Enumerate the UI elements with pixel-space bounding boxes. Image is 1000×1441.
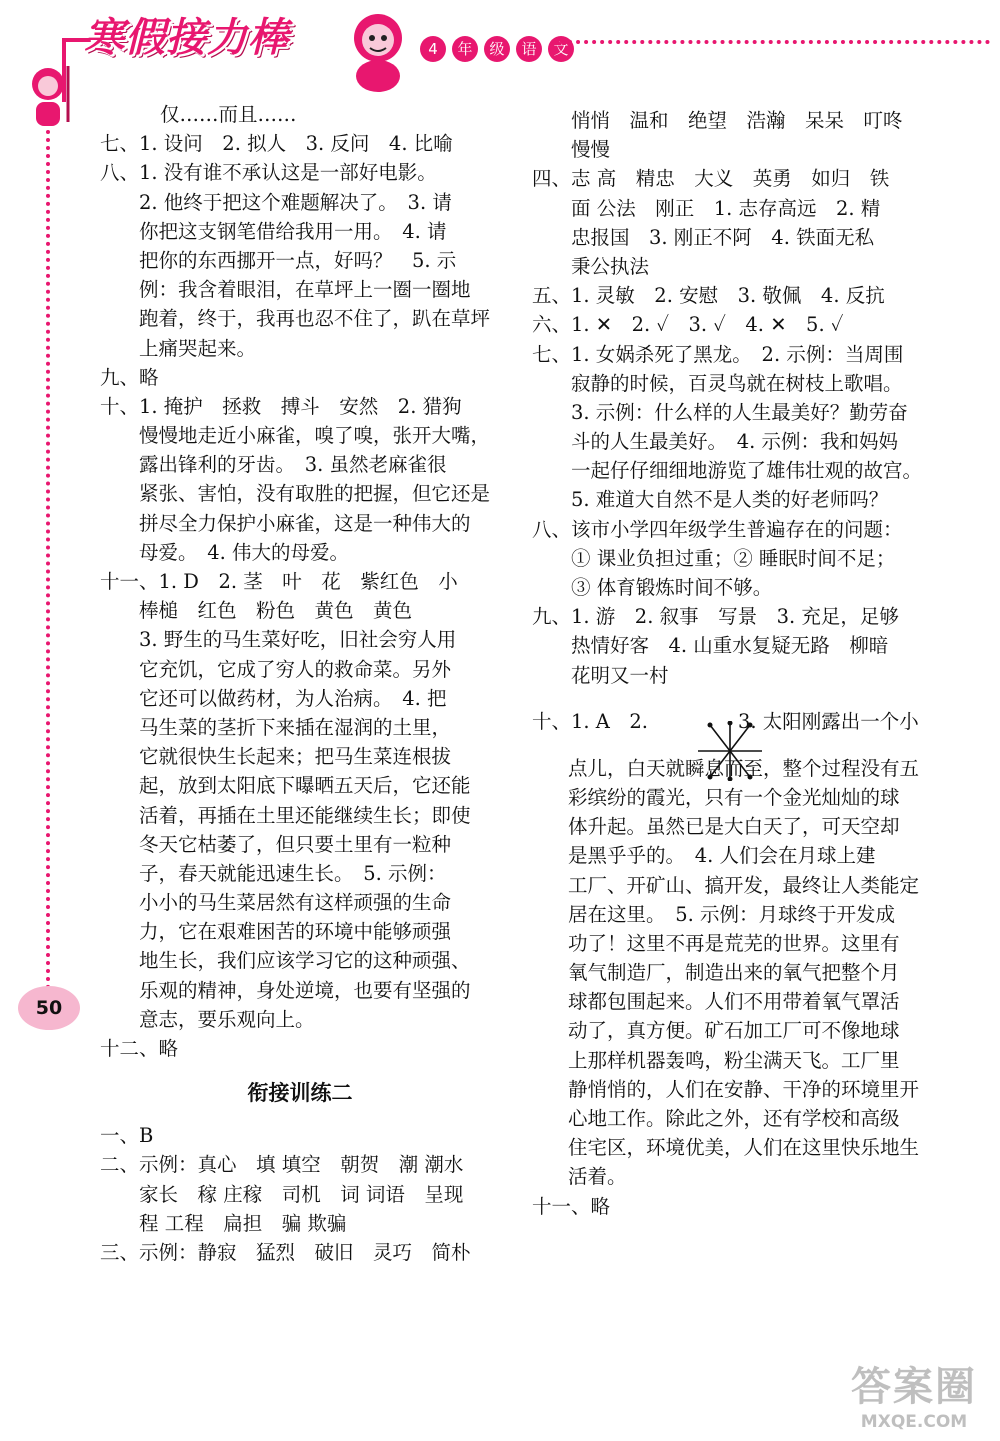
answer-line: ③ 体育锻炼时间不够。: [532, 576, 773, 599]
answer-line: 四、志 高 精忠 大义 英勇 如归 铁: [532, 167, 890, 191]
answer-line: 住宅区，环境优美，人们在这里快乐地生: [568, 1136, 920, 1160]
answer-line: 拼尽全力保护小麻雀，这是一种伟大的: [100, 511, 471, 535]
grade-subject-badges: [420, 36, 574, 62]
left-column: [100, 100, 500, 1267]
watermark-logo: 答案圈: [851, 1364, 977, 1410]
answer-line: 九、略: [100, 365, 159, 389]
answer-line: 体升起。虽然已是大白天了，可天空却: [568, 815, 900, 839]
answer-line: 马生菜的茎折下来插在湿润的土里，: [100, 715, 452, 739]
grade-badge: 年: [452, 36, 478, 62]
answer-line: 工厂、开矿山、搞开发，最终让人类能定: [568, 873, 920, 897]
answer-line: 氧气制造厂，制造出来的氧气把整个月: [568, 961, 900, 985]
book-logo: 寒假接力棒: [84, 15, 289, 61]
answer-line: 2. 他终于把这个难题解决了。 3. 请: [100, 190, 452, 214]
answer-line: 寂静的时候，百灵鸟就在树枝上歌唱。: [532, 371, 903, 395]
answer-line: 五、1. 灵敏 2. 安慰 3. 敬佩 4. 反抗: [532, 284, 885, 308]
answer-line: 一、B: [100, 1124, 154, 1148]
answer-line: 意志，要乐观向上。: [100, 1007, 315, 1031]
answer-line: 露出锋利的牙齿。 3. 虽然老麻雀很: [100, 453, 447, 477]
answer-line: 功了！这里不再是荒芜的世界。这里有: [568, 931, 900, 955]
answer-line: 是黑乎乎的。 4. 人们会在月球上建: [568, 844, 876, 868]
answer-line: 三、示例：静寂 猛烈 破旧 灵巧 简朴: [100, 1240, 471, 1264]
answer-line: 八、该市小学四年级学生普遍存在的问题：: [532, 517, 903, 541]
answer-line: 把你的东西挪开一点，好吗？ 5. 示: [100, 248, 457, 272]
watermark-url: MXQE.COM: [860, 1412, 968, 1432]
answer-line: 点儿，白天就瞬息而至，整个过程没有五: [568, 756, 920, 780]
answer-line: 3. 示例：什么样的人生最美好？勤劳奋: [532, 400, 908, 424]
answer-line: 慢慢: [532, 138, 611, 162]
answer-line: 它充饥，它成了穷人的救命菜。另外: [100, 657, 452, 681]
answer-line: 慢慢地走近小麻雀，嗅了嗅，张开大嘴，: [100, 424, 491, 448]
answer-line: 十、1. 掩护 拯救 搏斗 安然 2. 猎狗: [100, 394, 462, 418]
answer-line: 静悄悄的，人们在安静、干净的环境里开: [568, 1077, 920, 1101]
page-header: [0, 0, 1000, 100]
watermark: [834, 1355, 994, 1435]
answer-line: 仅……而且……: [160, 103, 297, 126]
section-title: 衔接训练二: [247, 1081, 353, 1106]
answer-line: 二、示例：真心 填 填空 朝贺 潮 潮水: [100, 1153, 464, 1177]
answer-line: 悄悄 温和 绝望 浩瀚 呆呆 叮咚: [532, 109, 903, 132]
answer-line: 程 工程 扁担 骗 欺骗: [100, 1211, 347, 1235]
answer-line: 忠报国 3. 刚正不阿 4. 铁面无私: [532, 225, 875, 249]
grade-badge: 4: [420, 36, 446, 62]
answer-line: 花明又一村: [532, 663, 669, 687]
runner-mascot-icon: [18, 62, 80, 134]
side-dotted-line: [46, 130, 50, 990]
answer-line: 八、1. 没有谁不承认这是一部好电影。: [100, 161, 437, 185]
answer-line: 棒槌 红色 粉色 黄色 黄色: [100, 599, 413, 623]
answer-line: 上痛哭起来。: [100, 336, 257, 360]
header-dotted-line: [560, 40, 990, 44]
answer-line: 七、1. 设问 2. 拟人 3. 反问 4. 比喻: [100, 132, 453, 156]
answer-line: 面 公法 刚正 1. 志存高远 2. 精: [532, 196, 881, 220]
page-number: 50: [18, 986, 80, 1030]
answer-line: 十二、略: [100, 1037, 179, 1060]
q10-line: [532, 690, 932, 754]
answer-line: 活着。: [568, 1165, 627, 1189]
answer-line: 居在这里。 5. 示例：月球终于开发成: [568, 902, 896, 926]
answer-line: 它就很快生长起来；把马生菜连根拔: [100, 745, 452, 769]
answer-line: 十一、1. D 2. 茎 叶 花 紫红色 小: [100, 570, 458, 593]
answer-line: 5. 难道大自然不是人类的好老师吗？: [532, 488, 889, 512]
grade-badge: 文: [548, 36, 574, 62]
answer-line: 动了，真方便。矿石加工厂可不像地球: [568, 1019, 900, 1043]
grade-badge: 语: [516, 36, 542, 62]
answer-line: 子，春天就能迅速生长。 5. 示例：: [100, 861, 447, 885]
answer-line: 九、1. 游 2. 叙事 写景 3. 充足，足够: [532, 605, 899, 629]
answer-line: 热情好客 4. 山重水复疑无路 柳暗: [532, 634, 889, 658]
answer-line: 小小的马生菜居然有这样顽强的生命: [100, 891, 452, 915]
answer-line: 秉公执法: [532, 254, 650, 278]
answer-line: 例：我含着眼泪，在草坪上一圈一圈地: [100, 278, 471, 302]
answer-line: 斗的人生最美好。 4. 示例：我和妈妈: [532, 430, 899, 454]
answer-line: 心地工作。除此之外，还有学校和高级: [568, 1107, 900, 1130]
answer-line: 紧张、害怕，没有取胜的把握，但它还是: [100, 482, 491, 506]
answer-line: 3. 野生的马生菜好吃，旧社会穷人用: [100, 628, 457, 652]
answer-line: 乐观的精神，身处逆境，也要有坚强的: [100, 978, 471, 1002]
answer-line: 力，它在艰难困苦的环境中能够顽强: [100, 920, 452, 944]
answer-line: 母爱。 4. 伟大的母爱。: [100, 540, 350, 564]
answer-line: 球都包围起来。人们不用带着氧气罩活: [568, 990, 900, 1014]
answer-line: 你把这支钢笔借给我用一用。 4. 请: [100, 219, 447, 243]
answer-line: 上那样机器轰鸣，粉尘满天飞。工厂里: [568, 1048, 900, 1072]
answer-line: 地生长，我们应该学习它的这种顽强、: [100, 949, 471, 973]
answer-line: 冬天它枯萎了，但只要土里有一粒种: [100, 832, 452, 856]
q10-prefix: 十、1. A 2.: [532, 710, 648, 734]
mascot-illustration: [338, 4, 418, 94]
answer-line: 跑着，终于，我再也忍不住了，趴在草坪: [100, 307, 491, 331]
answer-line: 起，放到太阳底下曝晒五天后，它还能: [100, 774, 471, 798]
answer-line: 六、1. ✕ 2. ✓ 3. ✓ 4. ✕ 5. ✓: [532, 313, 844, 337]
answer-line: 彩缤纷的霞光，只有一个金光灿灿的球: [568, 785, 900, 809]
q10-suffix: 3. 太阳刚露出一个小: [738, 710, 919, 734]
right-column: [532, 106, 932, 1221]
answer-line: 活着，再插在土里还能继续生长；即使: [100, 803, 471, 827]
answer-line: ① 课业负担过重；② 睡眠时间不足；: [532, 546, 896, 570]
matching-lines-icon: [658, 692, 728, 752]
answer-line: 十一、略: [532, 1194, 611, 1218]
answer-line: 它还可以做药材，为人治病。 4. 把: [100, 686, 447, 710]
grade-badge: 级: [484, 36, 510, 62]
answer-line: 一起仔仔细细地游览了雄伟壮观的故宫。: [532, 459, 923, 483]
answer-line: 七、1. 女娲杀死了黑龙。 2. 示例：当周围: [532, 342, 904, 366]
answer-line: 家长 稼 庄稼 司机 词 词语 呈现: [100, 1182, 464, 1206]
